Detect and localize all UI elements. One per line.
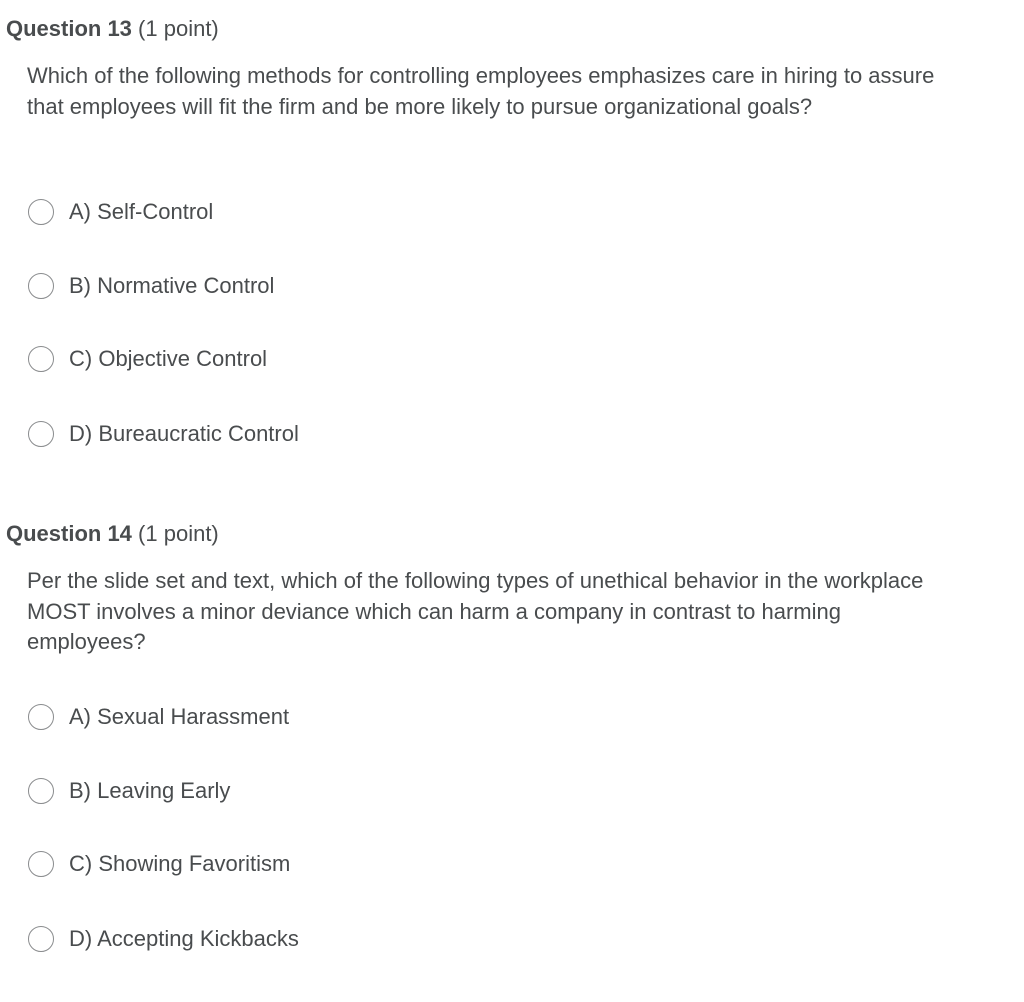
option-label-a: A) Sexual Harassment <box>69 704 290 729</box>
radio-button-d[interactable] <box>28 421 54 447</box>
radio-button-c[interactable] <box>28 851 54 877</box>
radio-button-a[interactable] <box>28 199 54 225</box>
radio-button-a[interactable] <box>28 704 54 730</box>
option-label-d: D) Bureaucratic Control <box>69 421 299 446</box>
question-header <box>6 519 219 549</box>
option-c[interactable] <box>28 848 290 880</box>
question-points: (1 point) <box>138 16 219 41</box>
question-text: Which of the following methods for controlling employees emphasizes care in hiring to assure that employees will fit the firm and be more likely to pursue organizational goals? <box>27 63 935 119</box>
radio-button-c[interactable] <box>28 346 54 372</box>
option-label-d: D) Accepting Kickbacks <box>69 926 299 951</box>
option-a[interactable] <box>28 701 289 733</box>
option-b[interactable] <box>28 775 230 807</box>
question-title: Question 14 <box>6 521 132 546</box>
option-c[interactable] <box>28 343 267 375</box>
option-b[interactable] <box>28 270 274 302</box>
question-title: Question 13 <box>6 16 132 41</box>
option-d[interactable] <box>28 923 299 955</box>
option-label-c: C) Showing Favoritism <box>69 851 291 876</box>
option-label-b: B) Leaving Early <box>69 778 231 803</box>
radio-button-b[interactable] <box>28 273 54 299</box>
question-header <box>6 14 219 44</box>
option-a[interactable] <box>28 196 213 228</box>
question-text: Per the slide set and text, which of the following types of unethical behavior in the workplace MOST involves a minor deviance which can harm a company in contrast to harming employees? <box>27 568 924 654</box>
option-label-b: B) Normative Control <box>69 273 275 298</box>
option-label-c: C) Objective Control <box>69 346 268 371</box>
radio-button-b[interactable] <box>28 778 54 804</box>
option-d[interactable] <box>28 418 299 450</box>
option-label-a: A) Self-Control <box>69 199 214 224</box>
radio-button-d[interactable] <box>28 926 54 952</box>
question-points: (1 point) <box>138 521 219 546</box>
